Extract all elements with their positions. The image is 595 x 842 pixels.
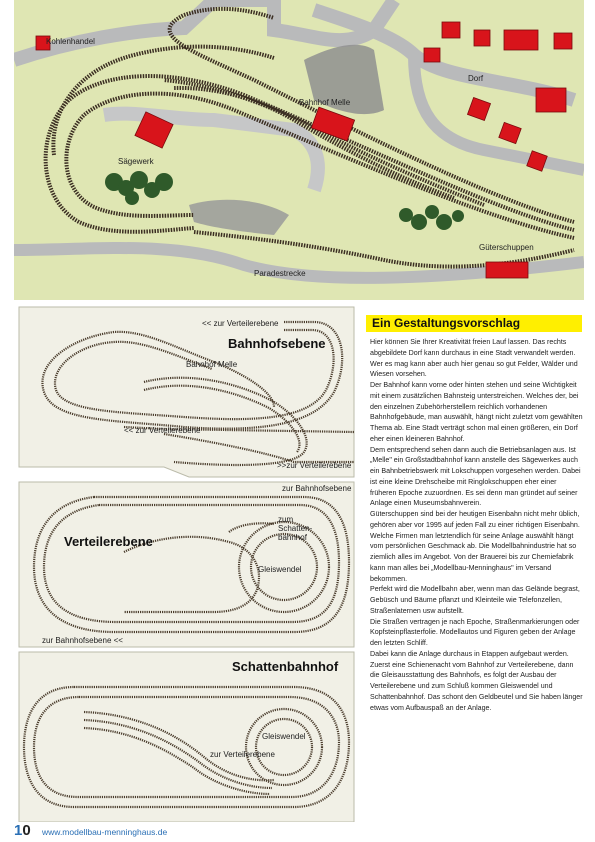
label-v-zum-schattenbahnhof: zum Schatten-bahnhof	[278, 515, 313, 542]
title-schattenbahnhof: Schattenbahnhof	[232, 659, 339, 674]
paragraph: Perfekt wird die Modellbahn aber, wenn man das Gelände begrast, Gebüsch und Bäume pflanzt und Kleinteile wie Telefonzellen, Straßenlaternen usw aufstellt.	[370, 585, 580, 615]
label-s-gleiswendel: Gleiswendel	[262, 732, 306, 741]
track-plans	[14, 302, 364, 822]
label-gueterschuppen: Güterschuppen	[479, 243, 534, 252]
title-verteilerebene: Verteilerebene	[64, 534, 153, 549]
paragraph: Dabei kann die Anlage durchaus in Etappen aufgebaut werden. Zuerst eine Schienenacht vom Bahnhof zur Verteilerebene, dann die Gleisausstattung des Bahnhofs, es folgt der Ausbau der Verteilerebene und zum Schluß kommen Gleiswendel und Schattenbahnhof. Das schont den Geldbeutel und Sie haben länger etwas vom Aufbauspaß an der Anlage.	[370, 649, 583, 712]
label-kohlenhandel: Kohlenhandel	[46, 37, 95, 46]
article-body	[370, 337, 584, 713]
label-paradestrecke: Paradestrecke	[254, 269, 306, 278]
label-dorf: Dorf	[468, 74, 484, 83]
board-bahnhofsebene	[19, 307, 354, 477]
label-v-zur-bahnhofsebene-bottom: zur Bahnhofsebene <<	[42, 636, 123, 645]
label-saegewerk: Sägewerk	[118, 157, 154, 166]
label-v-gleiswendel: Gleiswendel	[258, 565, 302, 574]
title-bahnhofsebene: Bahnhofsebene	[228, 336, 326, 351]
layout-map-drawing	[14, 0, 584, 300]
board-verteilerebene	[19, 482, 354, 647]
paragraph: Dem entsprechend sehen dann auch die Betriebsanlagen aus. Ist „Melle" ein Großstadtbahnhof kann anstelle des Sägewerkes auch ein Bahnbetriebswerk mit Lokschuppen vorgesehen werden. Dabei ist eine kleine Drehscheibe mit Ringlokschuppen eher einer früheren Epoche zuzuordnen. Es sei denn man gründet auf seiner Anlage einen Museumsbahnverein.	[370, 445, 581, 508]
page-number-digit-1: 1	[14, 822, 23, 839]
label-b-bahnhof-melle: Bahnhof Melle	[186, 360, 238, 369]
label-b-zur-verteilerebene-bottom: >>zur Verteilerebene	[277, 461, 352, 470]
article-heading: Ein Gestaltungsvorschlag	[366, 315, 582, 332]
label-s-zur-verteilerebene: zur Verteilerebene	[210, 750, 275, 759]
paragraph: Hier können Sie Ihrer Kreativität freien Lauf lassen. Das rechts abgebildete Dorf kann durchaus in eine Stadt verwandelt werden. Wer es mag kann aber auch hier genau so gut Felder, Wälder und Wiesen vorsehen.	[370, 338, 578, 379]
label-bahnhof-melle: Bahnhof Melle	[299, 98, 351, 107]
page-number-digit-2: 0	[22, 822, 31, 839]
paragraph: Die Straßen vertragen je nach Epoche, Straßenmarkierungen oder Kopfsteinpflasterfolie. Modellautos und Figuren geben der Anlage den letzten Schliff.	[370, 617, 580, 647]
label-b-zur-verteilerebene-top: << zur Verteilerebene	[202, 319, 279, 328]
track-plans-drawing	[14, 302, 364, 822]
footer-url[interactable]: www.modellbau-menninghaus.de	[42, 827, 168, 837]
paragraph: Der Bahnhof kann vorne oder hinten stehen und seine Wichtigkeit mit einem zusätzlichen Bahnsteig unterstreichen. Welches der, bei den einzelnen Zubehörherstellern reichlich vorhandenen Bahnhofgebäude, man auswählt, hängt nicht zuletzt vom gewählten Thema ab. Eine Stadt verträgt schon mal einen größeren, ein Dorf eher einen kleineren Bahnhof.	[370, 381, 583, 443]
page-number	[14, 822, 31, 839]
label-b-zur-verteilerebene-mid: << zur Verteilerebene	[124, 426, 201, 435]
page-footer	[14, 822, 414, 840]
paragraph: Welche Firmen man letztendlich für seine Anlage auswählt hängt vom persönlichen Geschmack ab. Die Modellbahnindustrie hat so ziemlich alles im Angebot. Von der Brauerei bis zur Chemiefabrik kann man alles bei „Modellbau-Menninghaus" im Versand bekommen.	[370, 531, 577, 583]
label-v-zur-bahnhofsebene-top: zur Bahnhofsebene	[282, 484, 352, 493]
layout-map	[14, 0, 584, 300]
paragraph: Güterschuppen sind bei der heutigen Eisenbahn nicht mehr üblich, gehören aber vor 1995 auf jeden Fall zu einer richtigen Eisenbahn.	[370, 510, 580, 529]
